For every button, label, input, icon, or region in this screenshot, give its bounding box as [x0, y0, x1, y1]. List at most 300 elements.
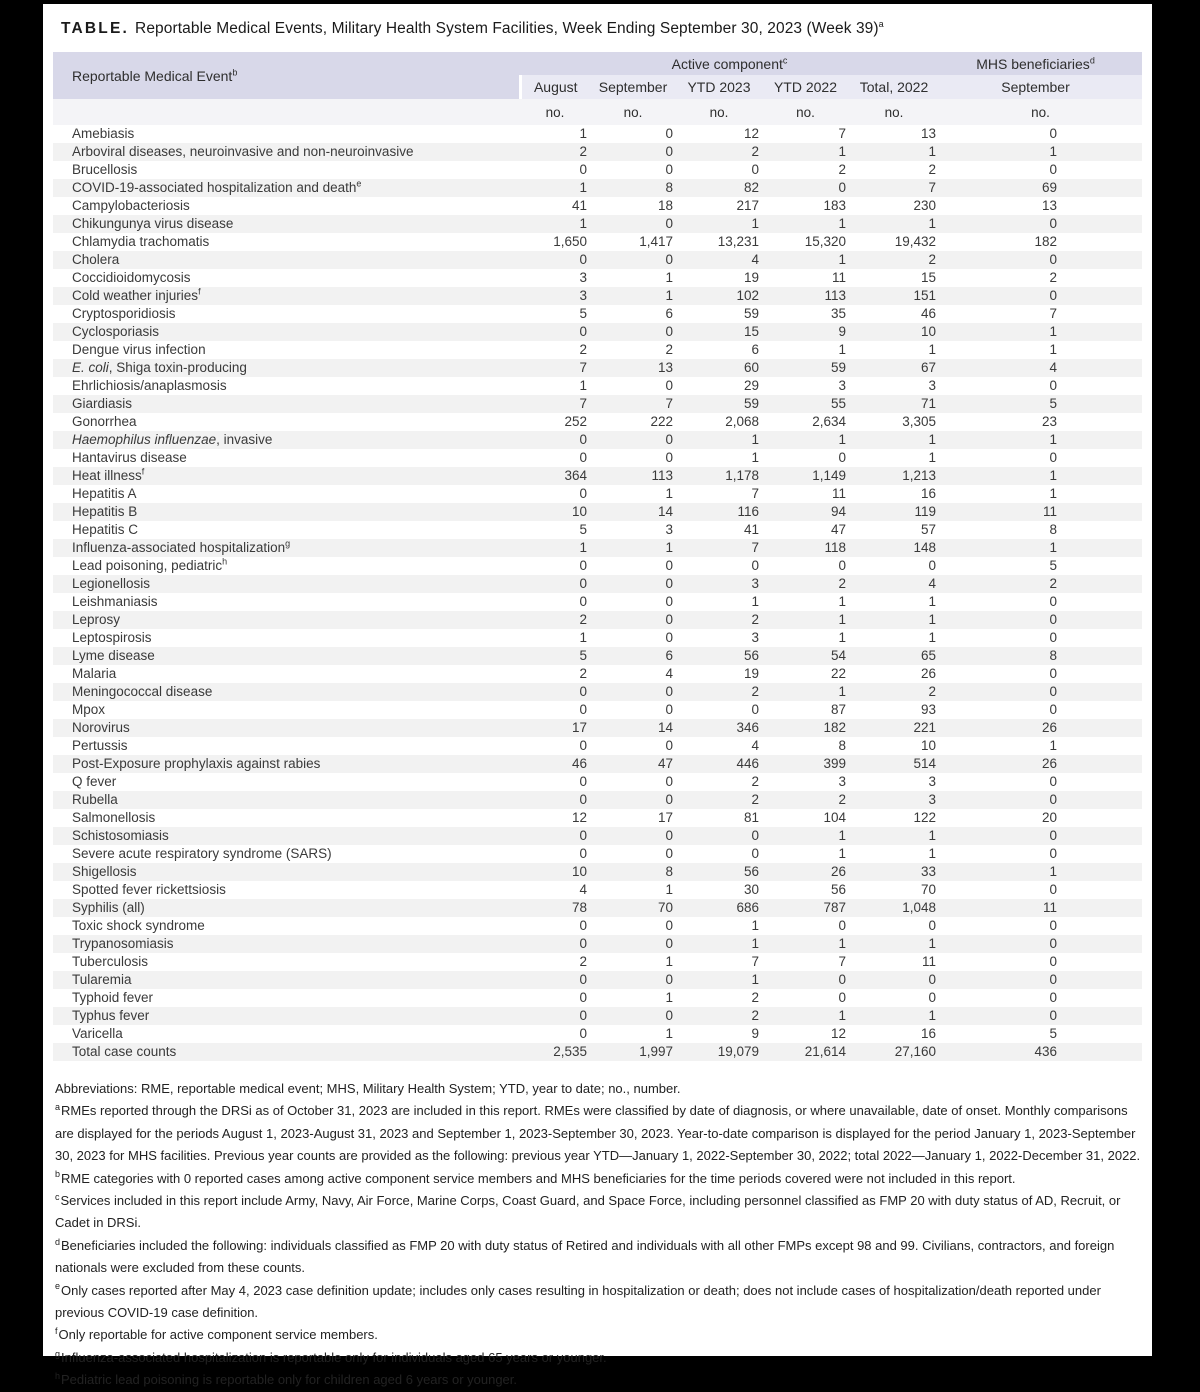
cell-value: 0 [665, 594, 673, 609]
footnote-marker: b [55, 1169, 61, 1180]
unit-row [53, 99, 1142, 125]
cell-value: 13,231 [717, 234, 759, 249]
cell-value: 70 [920, 882, 937, 897]
unit-cell: no. [939, 99, 1142, 125]
cell-value: 0 [579, 828, 587, 843]
cell-value: 3 [928, 378, 937, 393]
table-row [53, 1025, 1142, 1043]
cell-value: 1 [665, 882, 673, 897]
table-row [53, 413, 1142, 431]
cell-value: 5 [579, 648, 587, 663]
cell-value: 7 [838, 954, 846, 969]
table-row [53, 179, 1142, 197]
cell-value: 1 [1049, 432, 1058, 447]
cell-value: 0 [579, 450, 587, 465]
cell-value: 15,320 [804, 234, 846, 249]
event-name: Cold weather injuries$^f$ [72, 287, 201, 303]
cell-value: 7 [579, 396, 587, 411]
cell-value: 1 [751, 972, 759, 987]
event-name: Spotted fever rickettsiosis [72, 882, 226, 897]
cell-value: 0 [579, 738, 587, 753]
cell-value: 2 [751, 684, 759, 699]
cell-value: 26 [1041, 720, 1058, 735]
table-row [53, 593, 1142, 611]
cell-value: 26 [830, 864, 846, 879]
table-row [53, 989, 1142, 1007]
event-name: Gonorrhea [72, 414, 137, 429]
cell-value: 15 [743, 324, 759, 339]
table-row [53, 485, 1142, 503]
event-name: Meningococcal disease [72, 684, 213, 699]
footnote-marker: a [55, 1102, 61, 1113]
event-name: Typhus fever [72, 1008, 150, 1023]
column-header-total-2022: Total, 2022 [849, 75, 939, 99]
cell-value: 1 [838, 684, 846, 699]
cell-value: 118 [824, 540, 846, 555]
event-name: COVID-19-associated hospitalization and death$^e$ [72, 179, 362, 195]
cell-value: 3 [665, 522, 673, 537]
event-name: Arboviral diseases, neuroinvasive and non-neuroinvasive [72, 144, 414, 159]
table-row [53, 683, 1142, 701]
cell-value: 8 [1049, 522, 1058, 537]
cell-value: 0 [665, 432, 673, 447]
cell-value: 59 [743, 396, 759, 411]
cell-value: 8 [665, 864, 673, 879]
unit-cell-empty [53, 99, 520, 125]
cell-value: 346 [736, 720, 759, 735]
cell-value: 10 [571, 864, 587, 879]
cell-value: 1 [838, 432, 846, 447]
cell-value: 1 [838, 936, 846, 951]
cell-value: 1 [751, 918, 759, 933]
table-row [53, 449, 1142, 467]
group-header-mhs-marker: d [1089, 54, 1095, 65]
event-footnote-marker: g [285, 539, 291, 549]
column-header-event [53, 52, 520, 99]
cell-value: 0 [579, 684, 587, 699]
cell-value: 2,068 [725, 414, 759, 429]
cell-value: 0 [1049, 990, 1058, 1005]
cell-value: 56 [743, 648, 759, 663]
cell-value: 11 [831, 270, 846, 285]
event-name: Hepatitis C [72, 522, 139, 537]
table-row [53, 935, 1142, 953]
cell-value: 5 [1049, 1026, 1058, 1041]
cell-value: 0 [579, 576, 587, 591]
cell-value: 148 [913, 540, 937, 555]
cell-value: 6 [665, 306, 673, 321]
cell-value: 0 [579, 324, 587, 339]
cell-value: 514 [913, 756, 937, 771]
cell-value: 0 [1049, 792, 1058, 807]
cell-value: 1 [751, 594, 759, 609]
cell-value: 2 [838, 792, 846, 807]
cell-value: 1 [1049, 342, 1058, 357]
group-header-active-marker: c [782, 54, 788, 65]
cell-value: 59 [830, 360, 846, 375]
cell-value: 1,149 [812, 468, 846, 483]
cell-value: 0 [1049, 702, 1058, 717]
footnote: $^h$Pediatric lead poisoning is reportable only for children aged 6 years or younger. [55, 1370, 518, 1388]
cell-value: 0 [751, 702, 759, 717]
cell-value: 0 [579, 594, 587, 609]
event-footnote-marker: h [222, 557, 228, 567]
unit-cell: no. [849, 99, 939, 125]
cell-value: 4 [751, 738, 759, 753]
event-name: Campylobacteriosis [72, 198, 190, 213]
table-row [53, 521, 1142, 539]
cell-value: 1 [665, 486, 673, 501]
cell-value: 3 [751, 576, 759, 591]
cell-value: 222 [650, 414, 673, 429]
cell-value: 9 [838, 324, 846, 339]
table-row [53, 899, 1142, 917]
table-row [53, 755, 1142, 773]
cell-value: 183 [823, 198, 846, 213]
event-name: Hepatitis B [72, 504, 138, 519]
cell-value: 3 [928, 774, 937, 789]
event-name: Q fever [72, 774, 117, 789]
cell-value: 8 [838, 738, 846, 753]
cell-value: 1,417 [639, 234, 673, 249]
cell-value: 0 [579, 162, 587, 177]
cell-value: 13 [657, 360, 673, 375]
cell-value: 29 [743, 378, 759, 393]
footnote: $^b$RME categories with 0 reported cases among active component service members and MHS beneficiaries for the time periods covered were not included in this report. [55, 1169, 1016, 1186]
cell-value: 54 [830, 648, 846, 663]
event-name: Toxic shock syndrome [72, 918, 205, 933]
cell-value: 13 [1041, 198, 1058, 213]
footnote-marker: e [55, 1281, 61, 1292]
cell-value: 18 [657, 198, 673, 213]
cell-value: 17 [571, 720, 587, 735]
event-name: Heat illness$^f$ [72, 467, 145, 483]
cell-value: 41 [743, 522, 759, 537]
cell-value: 71 [920, 396, 937, 411]
cell-value: 12 [571, 810, 587, 825]
cell-value: 14 [657, 504, 673, 519]
cell-value: 0 [665, 702, 673, 717]
event-name: Rubella [72, 792, 118, 807]
cell-value: 0 [665, 936, 673, 951]
cell-value: 1,178 [725, 468, 759, 483]
cell-value: 0 [579, 990, 587, 1005]
column-header-event-marker: b [232, 66, 238, 77]
event-name: Pertussis [72, 738, 128, 753]
table-row [53, 575, 1142, 593]
cell-value: 11 [922, 954, 937, 969]
event-name: Haemophilus influenzae, invasive [72, 432, 273, 447]
cell-value: 1 [1049, 324, 1058, 339]
event-name: Tularemia [72, 972, 132, 987]
cell-value: 1 [838, 252, 846, 267]
cell-value: 22 [830, 666, 846, 681]
cell-value: 2 [751, 774, 759, 789]
cell-value: 0 [579, 252, 587, 267]
cell-value: 1 [838, 630, 846, 645]
cell-value: 0 [1049, 450, 1058, 465]
cell-value: 0 [579, 558, 587, 573]
event-name: Lyme disease [72, 648, 155, 663]
table-title [61, 20, 1142, 38]
event-footnote-marker: f [141, 467, 145, 477]
event-name: Influenza-associated hospitalization$^g$ [72, 539, 291, 555]
table-row [53, 647, 1142, 665]
table-row [53, 503, 1142, 521]
cell-value: 1 [579, 378, 587, 393]
cell-value: 5 [1049, 558, 1058, 573]
cell-value: 8 [665, 180, 673, 195]
cell-value: 16 [920, 486, 937, 501]
cell-value: 0 [928, 990, 937, 1005]
cell-value: 56 [830, 882, 846, 897]
table-row [53, 323, 1142, 341]
event-name: Salmonellosis [72, 810, 156, 825]
cell-value: 15 [920, 270, 937, 285]
cell-value: 81 [743, 810, 759, 825]
cell-value: 7 [579, 360, 587, 375]
cell-value: 787 [823, 900, 846, 915]
table-row [53, 1043, 1142, 1061]
table-header [53, 52, 1142, 125]
event-name: Giardiasis [72, 396, 133, 411]
cell-value: 1,997 [639, 1044, 673, 1059]
table-row [53, 359, 1142, 377]
cell-value: 686 [736, 900, 759, 915]
cell-value: 0 [1049, 216, 1058, 231]
table-row [53, 395, 1142, 413]
cell-value: 0 [928, 918, 937, 933]
cell-value: 2 [928, 252, 937, 267]
cell-value: 21,614 [804, 1044, 846, 1059]
cell-value: 0 [1049, 882, 1058, 897]
cell-value: 1 [665, 288, 673, 303]
cell-value: 0 [751, 558, 759, 573]
table-row [53, 773, 1142, 791]
cell-value: 7 [751, 540, 759, 555]
cell-value: 104 [823, 810, 846, 825]
cell-value: 0 [665, 630, 673, 645]
table-row [53, 233, 1142, 251]
cell-value: 0 [579, 1026, 587, 1041]
cell-value: 0 [838, 180, 846, 195]
cell-value: 0 [1049, 936, 1058, 951]
cell-value: 93 [920, 702, 937, 717]
cell-value: 4 [579, 882, 587, 897]
cell-value: 1 [838, 594, 846, 609]
cell-value: 7 [751, 486, 759, 501]
table-row [53, 557, 1142, 575]
footnote: $^c$Services included in this report include Army, Navy, Air Force, Marine Corps, Coast Guard, and Space Force, including personnel classified as FMP 20 with duty status of AD, Recruit, or Cadet in DRSi. [55, 1191, 1121, 1231]
event-name: Leishmaniasis [72, 594, 158, 609]
table-row [53, 539, 1142, 557]
cell-value: 1 [1049, 144, 1058, 159]
cell-value: 0 [751, 846, 759, 861]
cell-value: 0 [1049, 1008, 1058, 1023]
table-row [53, 701, 1142, 719]
event-name: Legionellosis [72, 576, 151, 591]
cell-value: 3 [838, 774, 846, 789]
cell-value: 0 [1049, 846, 1058, 861]
cell-value: 0 [751, 828, 759, 843]
cell-value: 0 [1049, 666, 1058, 681]
table-title-footnote-marker: a [878, 18, 884, 29]
cell-value: 0 [928, 972, 937, 987]
table-row [53, 845, 1142, 863]
cell-value: 0 [665, 144, 673, 159]
cell-value: 0 [579, 486, 587, 501]
cell-value: 82 [743, 180, 759, 195]
unit-cell: no. [762, 99, 849, 125]
event-name: Severe acute respiratory syndrome (SARS) [72, 846, 332, 861]
event-name: Malaria [72, 666, 117, 681]
cell-value: 0 [665, 1008, 673, 1023]
cell-value: 3 [751, 630, 759, 645]
table-row [53, 125, 1142, 143]
cell-value: 364 [564, 468, 587, 483]
footnote-marker: d [55, 1236, 61, 1247]
cell-value: 0 [665, 450, 673, 465]
cell-value: 182 [823, 720, 846, 735]
cell-value: 1 [928, 594, 937, 609]
cell-value: 69 [1041, 180, 1058, 195]
cell-value: 0 [665, 972, 673, 987]
cell-value: 0 [579, 702, 587, 717]
event-footnote-marker: e [356, 179, 362, 189]
cell-value: 46 [920, 306, 937, 321]
cell-value: 0 [665, 612, 673, 627]
cell-value: 1 [928, 828, 937, 843]
column-header-mhs-september: September [939, 75, 1142, 99]
unit-cell: no. [520, 99, 590, 125]
table-row [53, 881, 1142, 899]
cell-value: 19,079 [717, 1044, 759, 1059]
cell-value: 0 [579, 918, 587, 933]
event-name: Varicella [72, 1026, 123, 1041]
cell-value: 2 [751, 792, 759, 807]
cell-value: 0 [1049, 972, 1058, 987]
cell-value: 4 [751, 252, 759, 267]
column-header-august: August [520, 75, 590, 99]
table-row [53, 431, 1142, 449]
cell-value: 0 [665, 162, 673, 177]
cell-value: 0 [838, 558, 846, 573]
cell-value: 7 [1049, 306, 1058, 321]
cell-value: 1 [665, 990, 673, 1005]
cell-value: 1 [838, 144, 846, 159]
cell-value: 0 [665, 738, 673, 753]
cell-value: 0 [838, 990, 846, 1005]
cell-value: 57 [920, 522, 937, 537]
table-title-label: TABLE. [61, 20, 130, 37]
cell-value: 5 [579, 306, 587, 321]
cell-value: 1 [579, 630, 587, 645]
cell-value: 1 [838, 1008, 846, 1023]
cell-value: 7 [928, 180, 937, 195]
cell-value: 446 [736, 756, 759, 771]
cell-value: 0 [579, 1008, 587, 1023]
cell-value: 2 [928, 162, 937, 177]
column-header-ytd-2023: YTD 2023 [676, 75, 762, 99]
table-row [53, 215, 1142, 233]
cell-value: 2 [579, 342, 587, 357]
cell-value: 14 [657, 720, 673, 735]
cell-value: 0 [1049, 126, 1058, 141]
cell-value: 0 [1049, 918, 1058, 933]
cell-value: 35 [830, 306, 846, 321]
event-name: Dengue virus infection [72, 342, 206, 357]
cell-value: 7 [838, 126, 846, 141]
cell-value: 10 [920, 738, 937, 753]
table-row [53, 953, 1142, 971]
footnote-marker: h [55, 1370, 61, 1381]
table-row [53, 377, 1142, 395]
cell-value: 0 [751, 162, 759, 177]
group-header-active-component [520, 52, 939, 75]
cell-value: 2 [751, 612, 759, 627]
cell-value: 2 [1049, 576, 1058, 591]
cell-value: 19 [743, 666, 759, 681]
cell-value: 2 [579, 612, 587, 627]
event-name: Shigellosis [72, 864, 137, 879]
cell-value: 23 [1041, 414, 1058, 429]
cell-value: 1 [751, 216, 759, 231]
cell-value: 0 [665, 828, 673, 843]
cell-value: 5 [579, 522, 587, 537]
cell-value: 47 [830, 522, 846, 537]
cell-value: 0 [665, 216, 673, 231]
cell-value: 16 [920, 1026, 937, 1041]
cell-value: 2 [751, 144, 759, 159]
event-name: Leptospirosis [72, 630, 152, 645]
cell-value: 1 [665, 270, 673, 285]
cell-value: 17 [657, 810, 673, 825]
event-name: E. coli, Shiga toxin-producing [72, 360, 247, 375]
cell-value: 2 [579, 144, 587, 159]
table-row [53, 737, 1142, 755]
cell-value: 6 [751, 342, 759, 357]
group-header-mhs-text: MHS beneficiaries [976, 55, 1090, 72]
cell-value: 2,634 [812, 414, 846, 429]
event-name: Chlamydia trachomatis [72, 234, 210, 249]
cell-value: 0 [579, 432, 587, 447]
footnotes-list [55, 1078, 1142, 1392]
cell-value: 252 [564, 414, 587, 429]
event-name: Amebiasis [72, 126, 135, 141]
event-name: Cyclosporiasis [72, 324, 160, 339]
footnote: $^d$Beneficiaries included the following: individuals classified as FMP 20 with duty status of Retired and individuals with all other FMPs except 98 and 99. Civilians, contractors, and foreign nationals were excluded from these counts. [55, 1236, 1115, 1276]
event-name: Lead poisoning, pediatric$^h$ [72, 557, 228, 573]
table-row [53, 197, 1142, 215]
cell-value: 56 [743, 864, 759, 879]
cell-value: 2 [751, 1008, 759, 1023]
event-name: Post-Exposure prophylaxis against rabies [72, 756, 321, 771]
cell-value: 1 [838, 216, 846, 231]
footnote: $^a$RMEs reported through the DRSi as of October 31, 2023 are included in this report. RMEs were classified by date of diagnosis, or where unavailable, date of onset. Monthly comparisons are displayed for the periods August 1, 2023-August 31, 2023 and September 1, 2023-September 30, 2023. Year-to-date comparison is displayed for the period January 1, 2023-September 30, 2023 for MHS facilities. Previous year counts are provided as the following: previous year YTD—January 1, 2022-September 30, 2022; total 2022—January 1, 2022-December 31, 2022. [55, 1102, 1141, 1164]
cell-value: 7 [751, 954, 759, 969]
cell-value: 1 [838, 846, 846, 861]
cell-value: 230 [913, 198, 937, 213]
cell-value: 0 [665, 324, 673, 339]
cell-value: 182 [1034, 234, 1058, 249]
cell-value: 94 [830, 504, 846, 519]
cell-value: 26 [1041, 756, 1058, 771]
event-name: Chikungunya virus disease [72, 216, 234, 231]
event-name: Tuberculosis [72, 954, 149, 969]
cell-value: 70 [657, 900, 673, 915]
cell-value: 122 [913, 810, 937, 825]
cell-value: 12 [830, 1026, 846, 1041]
